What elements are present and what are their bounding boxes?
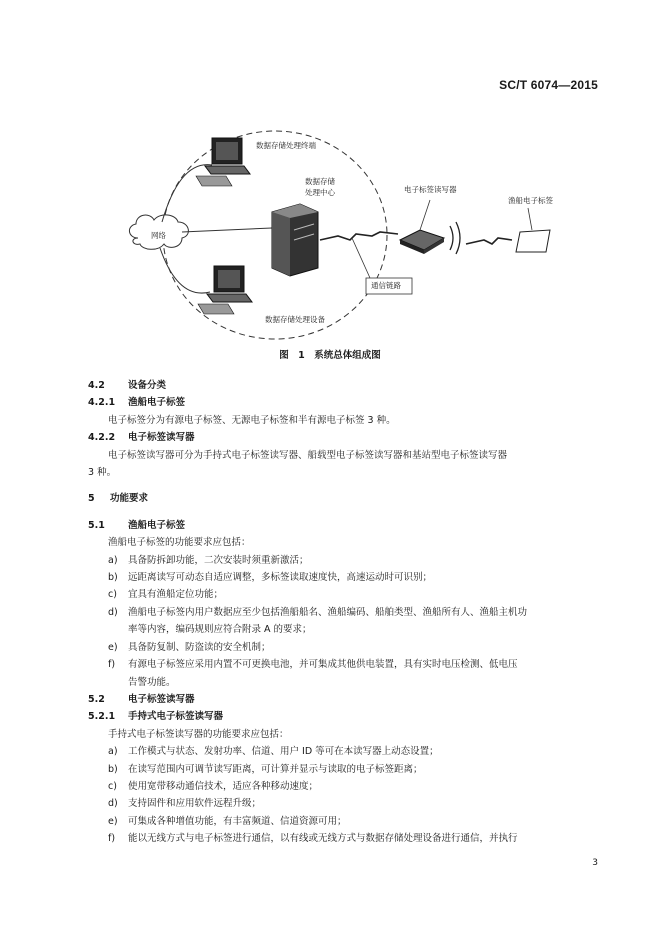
terminal-computer-icon: [196, 138, 250, 186]
list-item: [88, 569, 608, 586]
section-number: 5.2: [88, 693, 105, 705]
link-pointer-line: [352, 238, 370, 278]
list-item-text: 支持固件和应用软件远程升级；: [128, 798, 262, 810]
tag-pointer-line: [528, 208, 532, 230]
list-item-text: 工作模式与状态、发射功率、信道、用户 ID 等可在本读写器上动态设置；: [128, 746, 439, 758]
paragraph: 手持式电子标签读写器的功能要求应包括：: [108, 728, 289, 740]
list-item-text: 远距离读写可动态自适应调整，多标签读取速度快，高速运动时可识别；: [128, 572, 433, 584]
list-item-text: 渔船电子标签内用户数据应至少包括渔船船名、渔船编码、船舶类型、渔船所有人、渔船主机功: [128, 606, 528, 618]
paragraph: 渔船电子标签的功能要求应包括：: [108, 537, 251, 549]
terminal-label: 数据存储处理终端: [256, 141, 316, 150]
network-label: 网络: [151, 231, 166, 240]
figure-caption: 图 1 系统总体组成图: [279, 350, 381, 361]
wireless-link-reader-tag: [466, 238, 512, 244]
section-4-2-heading: [88, 377, 608, 394]
section-number: 4.2.2: [88, 432, 116, 444]
list-marker: c): [108, 780, 117, 792]
device-computer-icon: [198, 266, 252, 314]
list-item: [88, 830, 608, 847]
list-item-continued: 告警功能。: [128, 676, 176, 688]
list-item-text: 有源电子标签应采用内置不可更换电池，并可集成其他供电装置，具有实时电压检测、低电压: [128, 659, 518, 671]
list-item: [88, 813, 608, 830]
list-marker: d): [108, 606, 118, 618]
section-title: 设备分类: [128, 380, 167, 391]
section-4-2-1-heading: [88, 394, 608, 411]
link-label: 通信链路: [371, 281, 401, 290]
document-body: [88, 377, 608, 848]
section-number: 4.2: [88, 380, 105, 391]
reader-label: 电子标签读写器: [404, 185, 457, 194]
fishing-tag-icon: [516, 230, 550, 252]
cloud-to-terminal-line: [162, 165, 212, 222]
section-number: 5.1: [88, 519, 105, 531]
cloud-to-device-line: [160, 248, 210, 293]
tag-label: 渔船电子标签: [508, 196, 553, 205]
paragraph: 电子标签分为有源电子标签、无源电子标签和半有源电子标签 3 种。: [108, 414, 396, 426]
section-title: 电子标签读写器: [128, 693, 195, 705]
list-item: [88, 604, 608, 621]
list-marker: c): [108, 589, 117, 601]
list-marker: d): [108, 798, 118, 810]
list-item: [88, 552, 608, 569]
list-item-text: 在读写范围内可调节读写距离，可计算并显示与读取的电子标签距离；: [128, 763, 423, 775]
system-diagram: [0, 0, 660, 380]
section-number: 4.2.1: [88, 397, 116, 409]
section-number: 5.2.1: [88, 711, 116, 723]
list-item-text: 具备防拆卸功能，二次安装时须重新激活；: [128, 554, 309, 566]
page-number: 3: [592, 858, 598, 868]
list-item: [88, 639, 608, 656]
list-item-text: 能以无线方式与电子标签进行通信，以有线或无线方式与数据存储处理设备进行通信，并执行: [128, 833, 518, 845]
standard-code-header: SC/T 6074—2015: [499, 78, 598, 92]
paragraph: 电子标签读写器可分为手持式电子标签读写器、船载型电子标签读写器和基站型电子标签读写器: [108, 449, 508, 461]
list-marker: f): [108, 659, 116, 671]
list-item: [88, 761, 608, 778]
list-marker: e): [108, 815, 118, 827]
center-label-line2: 处理中心: [305, 188, 335, 197]
list-marker: b): [108, 572, 118, 584]
list-item: [88, 743, 608, 760]
section-5-1-heading: [88, 517, 608, 534]
signal-arc-icon-outer: [456, 222, 460, 254]
server-tower-icon: [272, 204, 318, 276]
reader-device-icon: [400, 230, 444, 254]
list-item-text: 具备防复制、防盗读的安全机制；: [128, 641, 271, 653]
section-5-heading: [88, 490, 608, 507]
list-item-text: 使用宽带移动通信技术，适应各种移动速度；: [128, 780, 319, 792]
list-marker: e): [108, 641, 118, 653]
list-item: [88, 656, 608, 673]
section-title: 渔船电子标签: [128, 519, 186, 531]
paragraph-continued: 3 种。: [88, 467, 117, 479]
list-marker: a): [108, 746, 118, 758]
signal-arc-icon: [450, 226, 453, 250]
wireless-link-server-reader: [320, 232, 398, 240]
list-item: [88, 586, 608, 603]
section-number: 5: [88, 493, 95, 505]
cloud-to-server-line: [182, 228, 272, 232]
list-marker: b): [108, 763, 118, 775]
section-title: 功能要求: [110, 493, 149, 505]
section-5-2-1-heading: [88, 708, 608, 725]
list-item-text: 宜具有渔船定位功能；: [128, 589, 224, 601]
list-item: [88, 795, 608, 812]
section-title: 手持式电子标签读写器: [128, 711, 224, 723]
section-4-2-2-heading: [88, 429, 608, 446]
device-label: 数据存储处理设备: [265, 315, 325, 324]
section-5-2-heading: [88, 691, 608, 708]
list-marker: a): [108, 554, 118, 566]
list-marker: f): [108, 833, 116, 845]
list-item-text: 可集成各种增值功能，有丰富频道、信道资源可用；: [128, 815, 347, 827]
section-title: 电子标签读写器: [128, 432, 195, 444]
reader-pointer-line: [420, 200, 430, 230]
list-item: [88, 778, 608, 795]
center-label-line1: 数据存储: [305, 177, 335, 186]
list-item-continued: 率等内容，编码规则应符合附录 A 的要求；: [128, 624, 312, 636]
section-title: 渔船电子标签: [128, 397, 186, 409]
